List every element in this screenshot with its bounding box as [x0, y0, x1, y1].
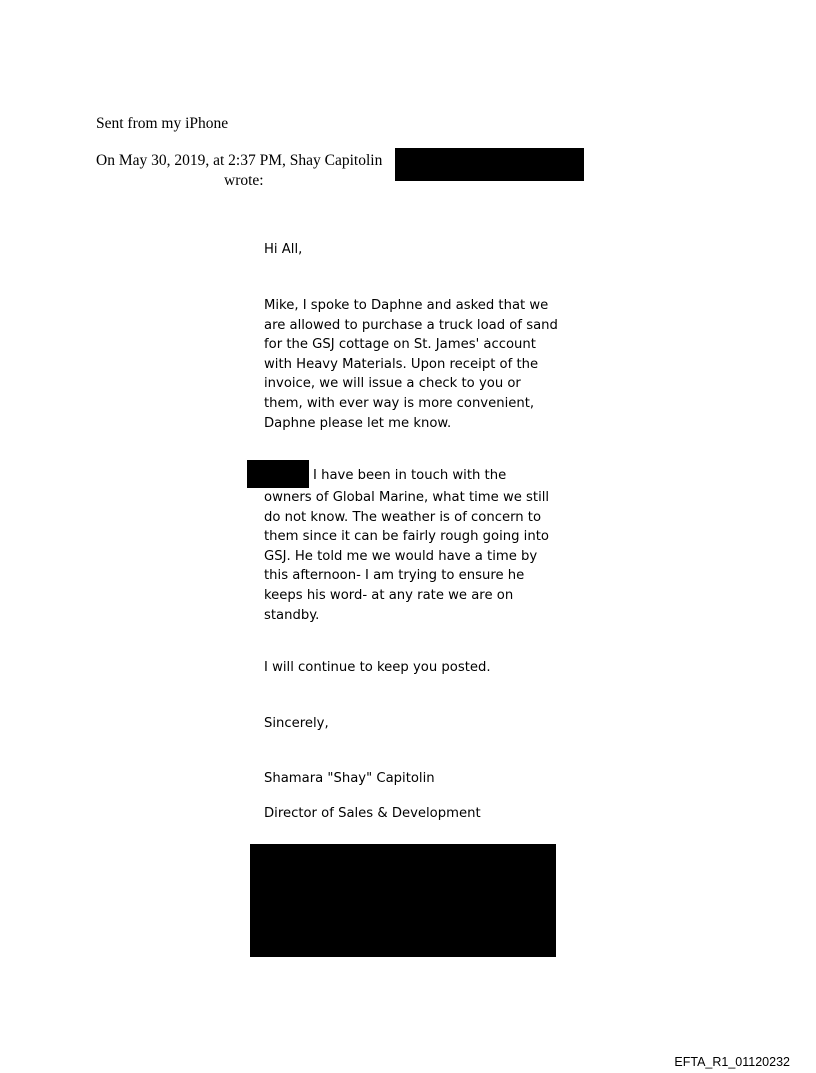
- sent-from-line: Sent from my iPhone: [96, 115, 229, 132]
- paragraph-line: keeps his word- at any rate we are on: [264, 587, 514, 603]
- signature-name: Shamara "Shay" Capitolin: [264, 771, 435, 786]
- paragraph-line: them since it can be fairly rough going into: [264, 529, 549, 545]
- paragraph-line: invoice, we will issue a check to you or: [264, 376, 521, 392]
- greeting: Hi All,: [264, 242, 303, 257]
- quoted-header-wrote: wrote:: [224, 172, 264, 189]
- paragraph-global-marine: [264, 488, 549, 625]
- paragraph-line: them, with ever way is more convenient,: [264, 395, 535, 411]
- document-id: EFTA_R1_01120232: [674, 1055, 790, 1069]
- signature-title: Director of Sales & Development: [264, 806, 481, 821]
- redacted-signature-block: [250, 844, 556, 957]
- paragraph-line: with Heavy Materials. Upon receipt of the: [264, 356, 539, 372]
- paragraph-line: standby.: [264, 607, 320, 623]
- paragraph-line: are allowed to purchase a truck load of sand: [264, 317, 558, 333]
- paragraph-sand-purchase: [264, 296, 558, 433]
- paragraph-line: I have been in touch with the: [313, 468, 507, 483]
- closing: Sincerely,: [264, 716, 329, 731]
- paragraph-line: do not know. The weather is of concern to: [264, 509, 542, 525]
- quoted-header-line: On May 30, 2019, at 2:37 PM, Shay Capitolin: [96, 152, 383, 169]
- redacted-email-block: [395, 148, 584, 181]
- paragraph-line: Daphne please let me know.: [264, 415, 452, 431]
- paragraph-line: owners of Global Marine, what time we still: [264, 490, 550, 505]
- paragraph-line: GSJ. He told me we would have a time by: [264, 548, 538, 564]
- paragraph-line: Mike, I spoke to Daphne and asked that we: [264, 298, 549, 313]
- paragraph-line: this afternoon- I am trying to ensure he: [264, 568, 525, 584]
- redacted-name-block: [247, 460, 309, 488]
- paragraph-keep-posted: I will continue to keep you posted.: [264, 660, 491, 675]
- paragraph-line: for the GSJ cottage on St. James' account: [264, 337, 536, 353]
